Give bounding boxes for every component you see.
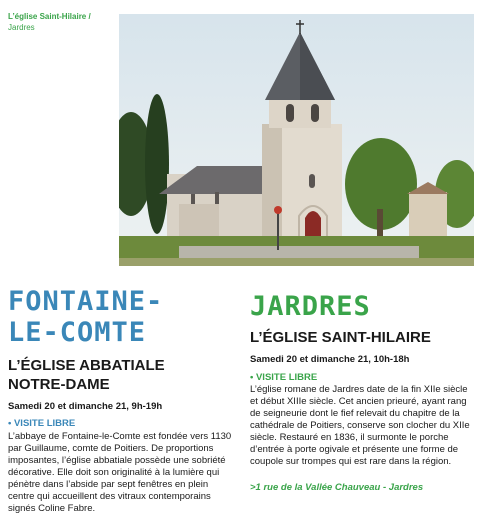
left-title-line1: L’ÉGLISE ABBATIALE bbox=[8, 357, 165, 374]
town-name-line2: LE-COMTE bbox=[8, 317, 147, 348]
caption-place: Jardres bbox=[8, 23, 35, 32]
church-photo bbox=[119, 14, 474, 266]
photo-caption bbox=[8, 11, 108, 33]
town-name-line1: FONTAINE- bbox=[8, 286, 164, 317]
right-title: L’ÉGLISE SAINT-HILAIRE bbox=[250, 329, 431, 346]
left-description: L’abbaye de Fontaine-le-Comte est fondée vers 1130 par Guillaume, comte de Poitiers. De proportions imposantes, l’église abbatiale possède une sobriété décorative. Elle doit son originalité à la lumière qui pénètre dans l’abside par sept fenêtres en plein centre qui accueillent des vitraux contemporains signés Coline Fabre. bbox=[8, 431, 232, 514]
left-visit-label: • VISITE LIBRE bbox=[8, 418, 76, 429]
right-date: Samedi 20 et dimanche 21, 10h-18h bbox=[250, 354, 410, 365]
town-name-fontaine bbox=[8, 286, 228, 348]
left-title bbox=[8, 356, 238, 394]
right-address[interactable]: >1 rue de la Vallée Chauveau - Jardres bbox=[250, 482, 424, 493]
right-description: L’église romane de Jardres date de la fin XIIe siècle et début XIIIe siècle. Cet ancien prieuré, ayant rang de seigneurie dont le fief relevait du chapitre de la cathédrale de Poitiers, conserve son clocher du XIIe siècle. Restauré en 1836, il surmonte le porche d’entrée à porte ogivale et présente une forme de coupole sur trompes qui est rare dans la région. bbox=[250, 384, 470, 467]
left-date: Samedi 20 et dimanche 21, 9h-19h bbox=[8, 401, 163, 412]
right-visit-label: • VISITE LIBRE bbox=[250, 372, 318, 383]
left-title-line2: NOTRE-DAME bbox=[8, 376, 110, 393]
town-name-jardres: JARDRES bbox=[250, 291, 371, 322]
caption-title: L’église Saint-Hilaire / bbox=[8, 12, 91, 21]
